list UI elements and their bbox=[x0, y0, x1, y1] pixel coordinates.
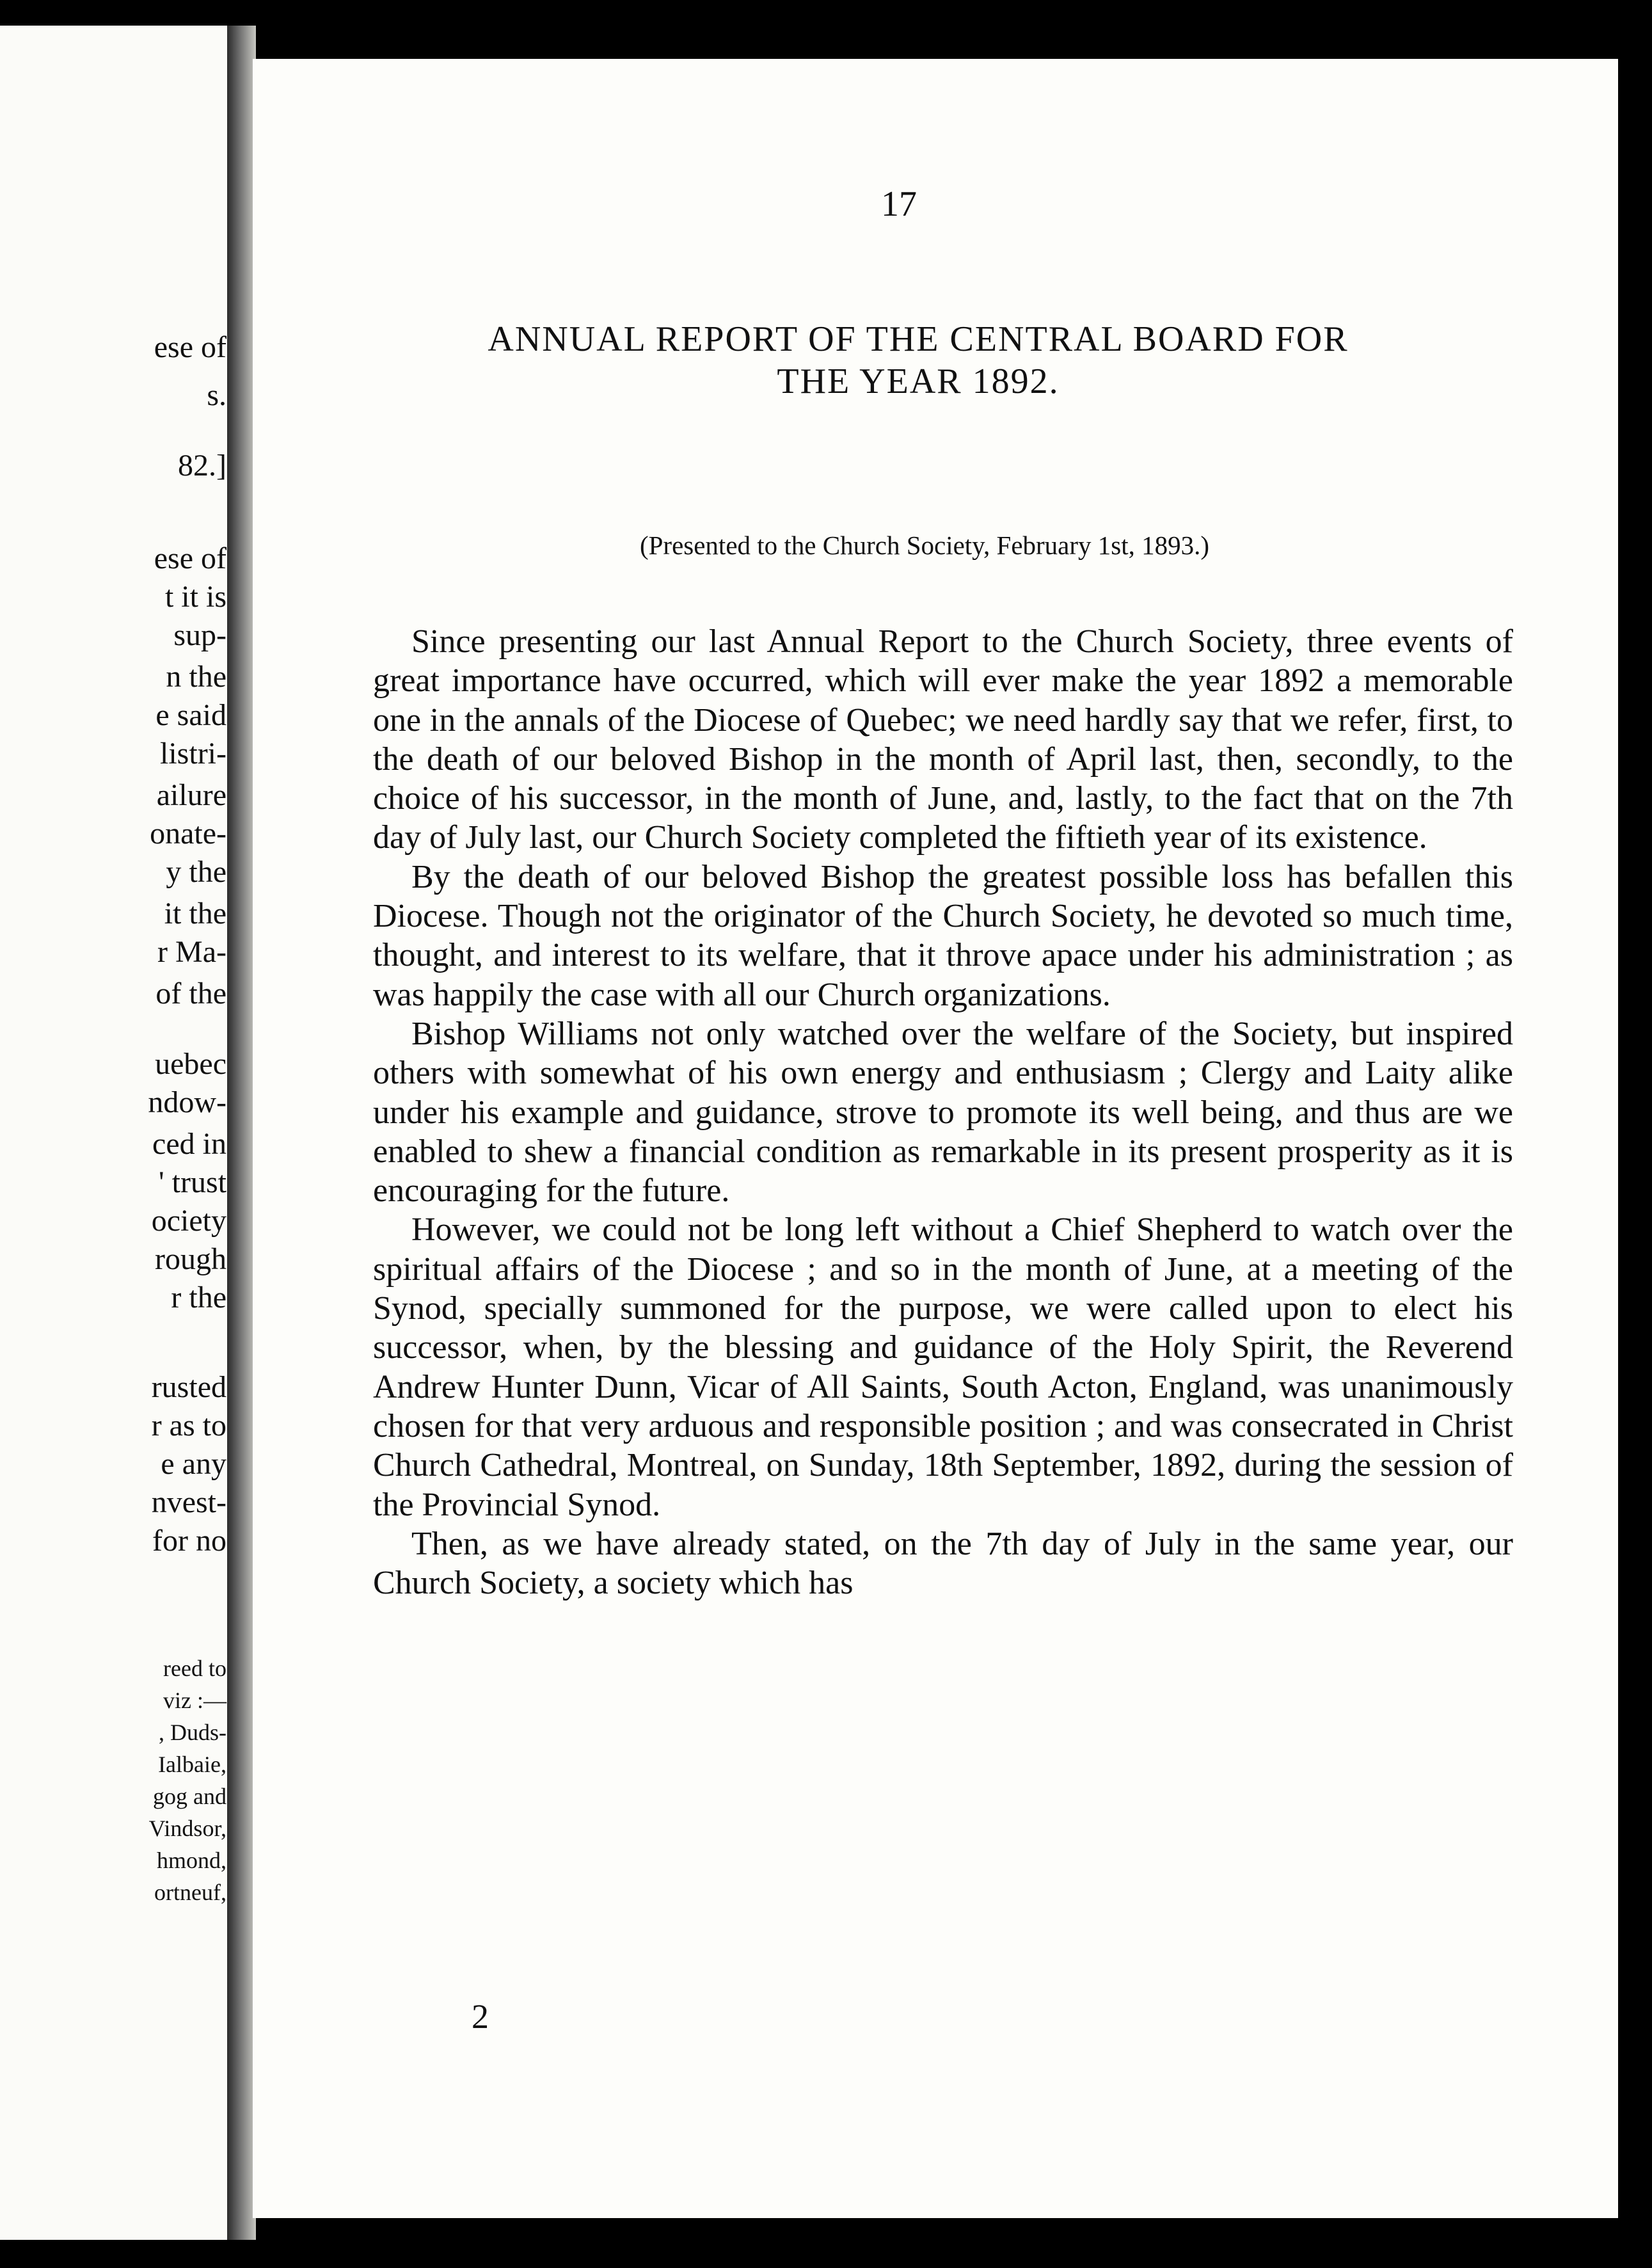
facing-page-line: e any bbox=[161, 1447, 226, 1481]
facing-page-line: ociety bbox=[151, 1204, 226, 1238]
book-gutter bbox=[227, 26, 256, 2240]
facing-page-line: sup- bbox=[173, 618, 226, 652]
facing-page-line: y the bbox=[166, 855, 226, 889]
facing-page-line: rusted bbox=[151, 1370, 226, 1404]
facing-page-small-line: Vindsor, bbox=[148, 1816, 226, 1841]
facing-page-line: r the bbox=[171, 1281, 226, 1314]
paragraph-3: Bishop Williams not only watched over the welfare of the Society, but inspired others with somewhat of his own energy and enthusiasm ; Clergy and Laity alike under his example and guidance, strove to promote its well being, and thus are we enabled to shew a financial condition as remarkable in its present prosperity as it is encouraging for the future. bbox=[373, 1015, 1513, 1210]
facing-page-line: onate- bbox=[150, 817, 226, 850]
facing-page-line: ailure bbox=[156, 778, 226, 812]
report-title bbox=[361, 318, 1475, 403]
facing-page-line: 82.] bbox=[178, 449, 226, 483]
book-page bbox=[253, 59, 1618, 2218]
facing-page-line: r as to bbox=[151, 1409, 226, 1442]
facing-page-line: ese of bbox=[154, 330, 226, 364]
facing-page-line: rough bbox=[155, 1242, 226, 1276]
facing-page-line: it the bbox=[164, 897, 226, 930]
facing-page-small-line: Ialbaie, bbox=[158, 1752, 226, 1777]
facing-page-line: ndow- bbox=[148, 1085, 226, 1119]
facing-page-small-line: ortneuf, bbox=[154, 1880, 226, 1905]
facing-page-small-line: hmond, bbox=[156, 1848, 226, 1873]
facing-page-line: s. bbox=[207, 378, 226, 412]
facing-page-small-line: viz :— bbox=[163, 1688, 226, 1713]
paragraph-5: Then, as we have already stated, on the 7th day of July in the same year, our Church Society, a society which has bbox=[373, 1525, 1513, 1602]
facing-page-line: for no bbox=[152, 1524, 226, 1558]
facing-page-line: listri- bbox=[160, 737, 226, 771]
report-body bbox=[373, 622, 1513, 1602]
paragraph-2: By the death of our beloved Bishop the greatest possible loss has befallen this Diocese. Though not the originator of the Church Society, he devoted so much time, thought, and interest to its welfare, that it throve apace under his administration ; as was happily the case with all our Church organizations. bbox=[373, 858, 1513, 1013]
facing-page-fragment bbox=[0, 26, 230, 2240]
paragraph-4: However, we could not be long left without a Chief Shepherd to watch over the spiritual affairs of the Diocese ; and so in the month of June, at a meeting of the Synod, specially summoned for the purpose, we were called upon to elect his successor, when, by the blessing and guidance of the Holy Spirit, the Reverend Andrew Hunter Dunn, Vicar of All Saints, South Acton, England, was unanimously chosen for that very arduous and responsible position ; and was consecrated in Christ Church Cathedral, Montreal, on Sunday, 18th September, 1892, during the session of the Provincial Synod. bbox=[373, 1211, 1513, 1523]
report-subtitle: (Presented to the Church Society, February 1st, 1893.) bbox=[639, 531, 1210, 560]
report-title-line-1: ANNUAL REPORT OF THE CENTRAL BOARD FOR bbox=[488, 319, 1349, 359]
facing-page-line: n the bbox=[166, 660, 226, 694]
facing-page-line: ese of bbox=[154, 541, 226, 575]
facing-page-line: t it is bbox=[164, 580, 226, 614]
facing-page-line: nvest- bbox=[151, 1485, 226, 1519]
facing-page-line: r Ma- bbox=[157, 935, 226, 969]
signature-mark: 2 bbox=[472, 1997, 489, 2036]
facing-page-small-line: reed to bbox=[163, 1656, 226, 1681]
paragraph-1: Since presenting our last Annual Report to the Church Society, three events of great importance have occurred, which will ever make the year 1892 a memorable one in the annals of the Diocese of Quebec; we need hardly say that we refer, first, to the death of our beloved Bishop in the month of April last, then, secondly, to the choice of his successor, in the month of June, and, lastly, to the fact that on the 7th day of July last, our Church Society completed the fiftieth year of its existence. bbox=[373, 623, 1513, 856]
facing-page-line: e said bbox=[155, 698, 226, 732]
facing-page-line: ' trust bbox=[159, 1165, 226, 1199]
page-number: 17 bbox=[881, 184, 917, 224]
facing-page-line: of the bbox=[155, 977, 226, 1010]
report-title-line-2: THE YEAR 1892. bbox=[777, 362, 1060, 401]
facing-page-small-line: gog and bbox=[153, 1784, 226, 1809]
facing-page-line: ced in bbox=[152, 1127, 226, 1161]
facing-page-small-line: , Duds- bbox=[159, 1720, 226, 1745]
facing-page-line: uebec bbox=[155, 1047, 226, 1081]
